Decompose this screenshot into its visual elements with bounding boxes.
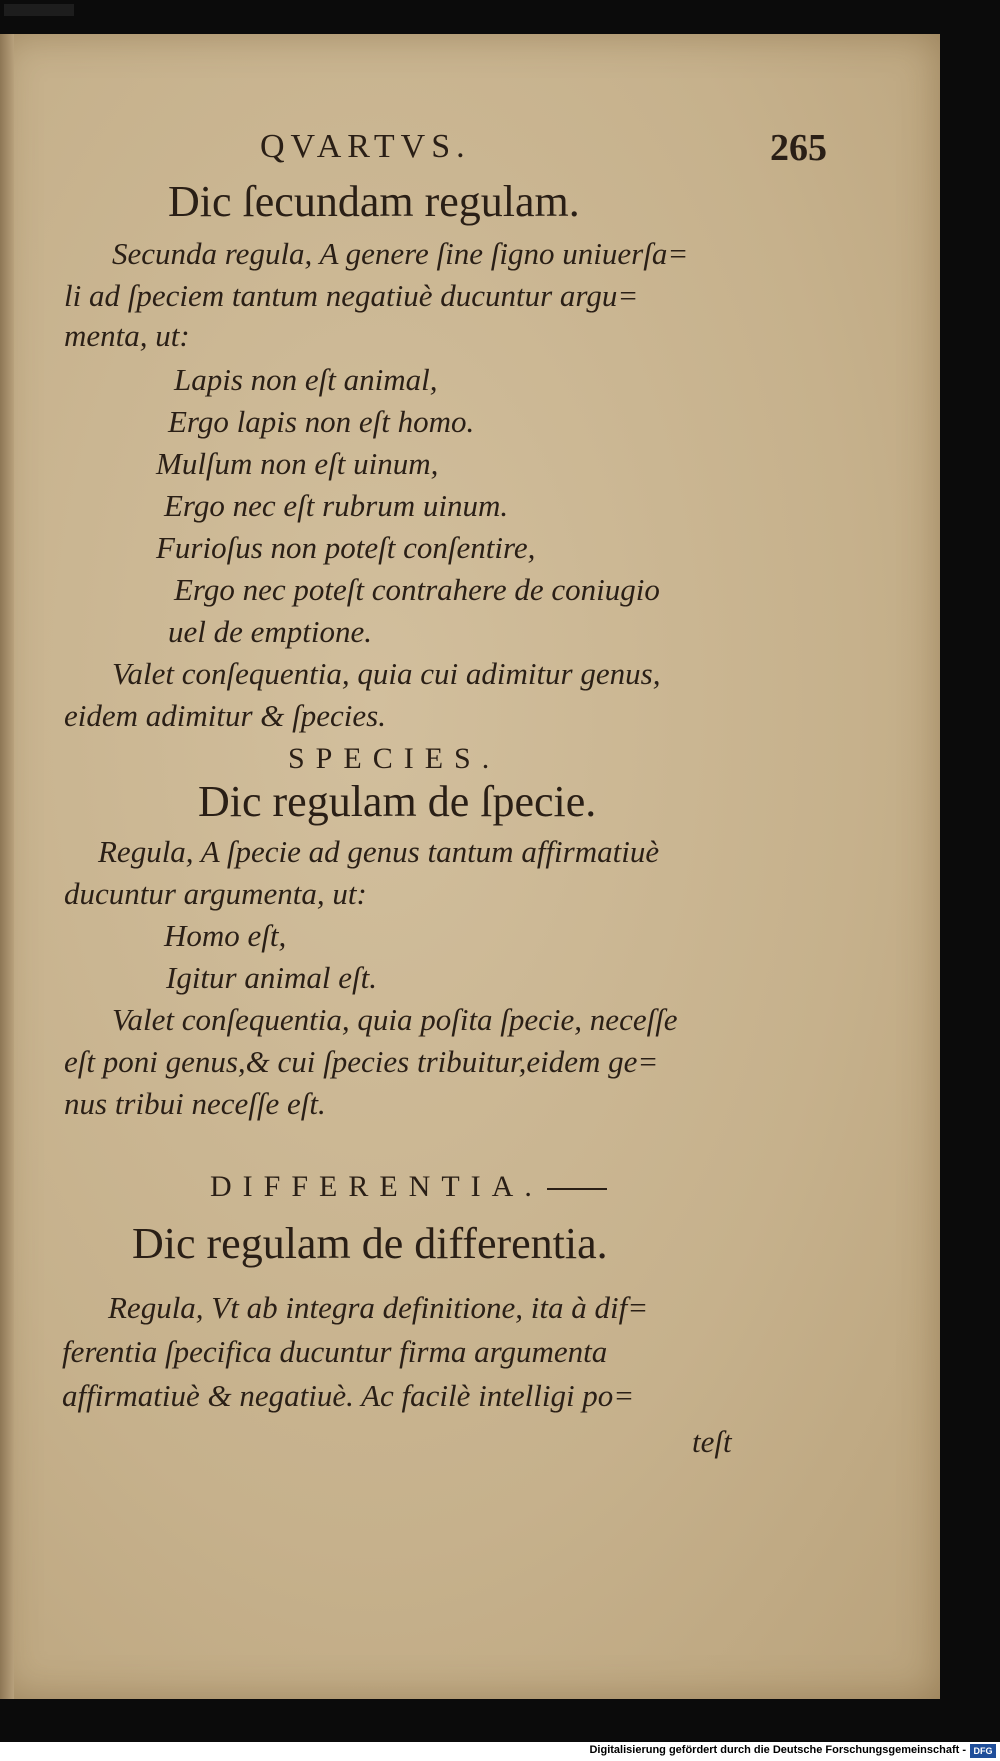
text-line: uel de emptione. bbox=[168, 614, 373, 649]
section-heading: Dic regulam de differentia. bbox=[132, 1219, 608, 1268]
text-line: Lapis non eſt animal, bbox=[174, 362, 438, 397]
text-line: Furioſus non poteſt conſentire, bbox=[156, 530, 536, 565]
text-line: Igitur animal eſt. bbox=[166, 960, 377, 995]
text-line: Ergo nec poteſt contrahere de coniugio bbox=[174, 572, 660, 607]
running-head: QVARTVS. bbox=[260, 128, 471, 165]
dfg-logo: DFG bbox=[970, 1744, 996, 1758]
text-line: Regula, A ſpecie ad genus tantum affirmatiuè bbox=[98, 834, 660, 869]
text-line: ducuntur argumenta, ut: bbox=[64, 876, 367, 911]
section-title-text: DIFFERENTIA. bbox=[210, 1170, 543, 1203]
page-number: 265 bbox=[770, 127, 827, 169]
text-line: Mulſum non eſt uinum, bbox=[156, 446, 439, 481]
text-line: eſt poni genus,& cui ſpecies tribuitur,eidem ge= bbox=[64, 1044, 659, 1079]
text-line: Homo eſt, bbox=[164, 918, 287, 953]
text-line: menta, ut: bbox=[64, 318, 190, 353]
corner-mark bbox=[4, 4, 74, 16]
text-line: affirmatiuè & negatiuè. Ac facilè intelligi po= bbox=[62, 1378, 635, 1413]
text-line: Secunda regula, A genere ſine ſigno uniuerſa= bbox=[112, 236, 689, 271]
text-line: nus tribui neceſſe eſt. bbox=[64, 1086, 326, 1121]
footer-credit: Digitalisierung gefördert durch die Deutsche Forschungsgemeinschaft - bbox=[589, 1744, 966, 1756]
section-title bbox=[210, 1170, 607, 1204]
text-line: Valet conſequentia, quia cui adimitur genus, bbox=[112, 656, 661, 691]
text-line: Ergo nec eſt rubrum uinum. bbox=[164, 488, 509, 523]
catchword: teſt bbox=[692, 1424, 732, 1459]
text-line: Regula, Vt ab integra definitione, ita à dif= bbox=[108, 1290, 649, 1325]
text-line: eidem adimitur & ſpecies. bbox=[64, 698, 386, 733]
section-heading: Dic regulam de ſpecie. bbox=[198, 777, 597, 826]
text-line: Valet conſequentia, quia poſita ſpecie, neceſſe bbox=[112, 1002, 678, 1037]
page-edge bbox=[0, 34, 14, 1699]
section-heading: Dic ſecundam regulam. bbox=[168, 177, 580, 226]
text-line: ferentia ſpecifica ducuntur firma argumenta bbox=[62, 1334, 608, 1369]
text-line: Ergo lapis non eſt homo. bbox=[168, 404, 475, 439]
section-title: SPECIES. bbox=[288, 742, 501, 775]
text-line: li ad ſpeciem tantum negatiuè ducuntur argu= bbox=[64, 278, 639, 313]
title-rule bbox=[547, 1188, 607, 1190]
